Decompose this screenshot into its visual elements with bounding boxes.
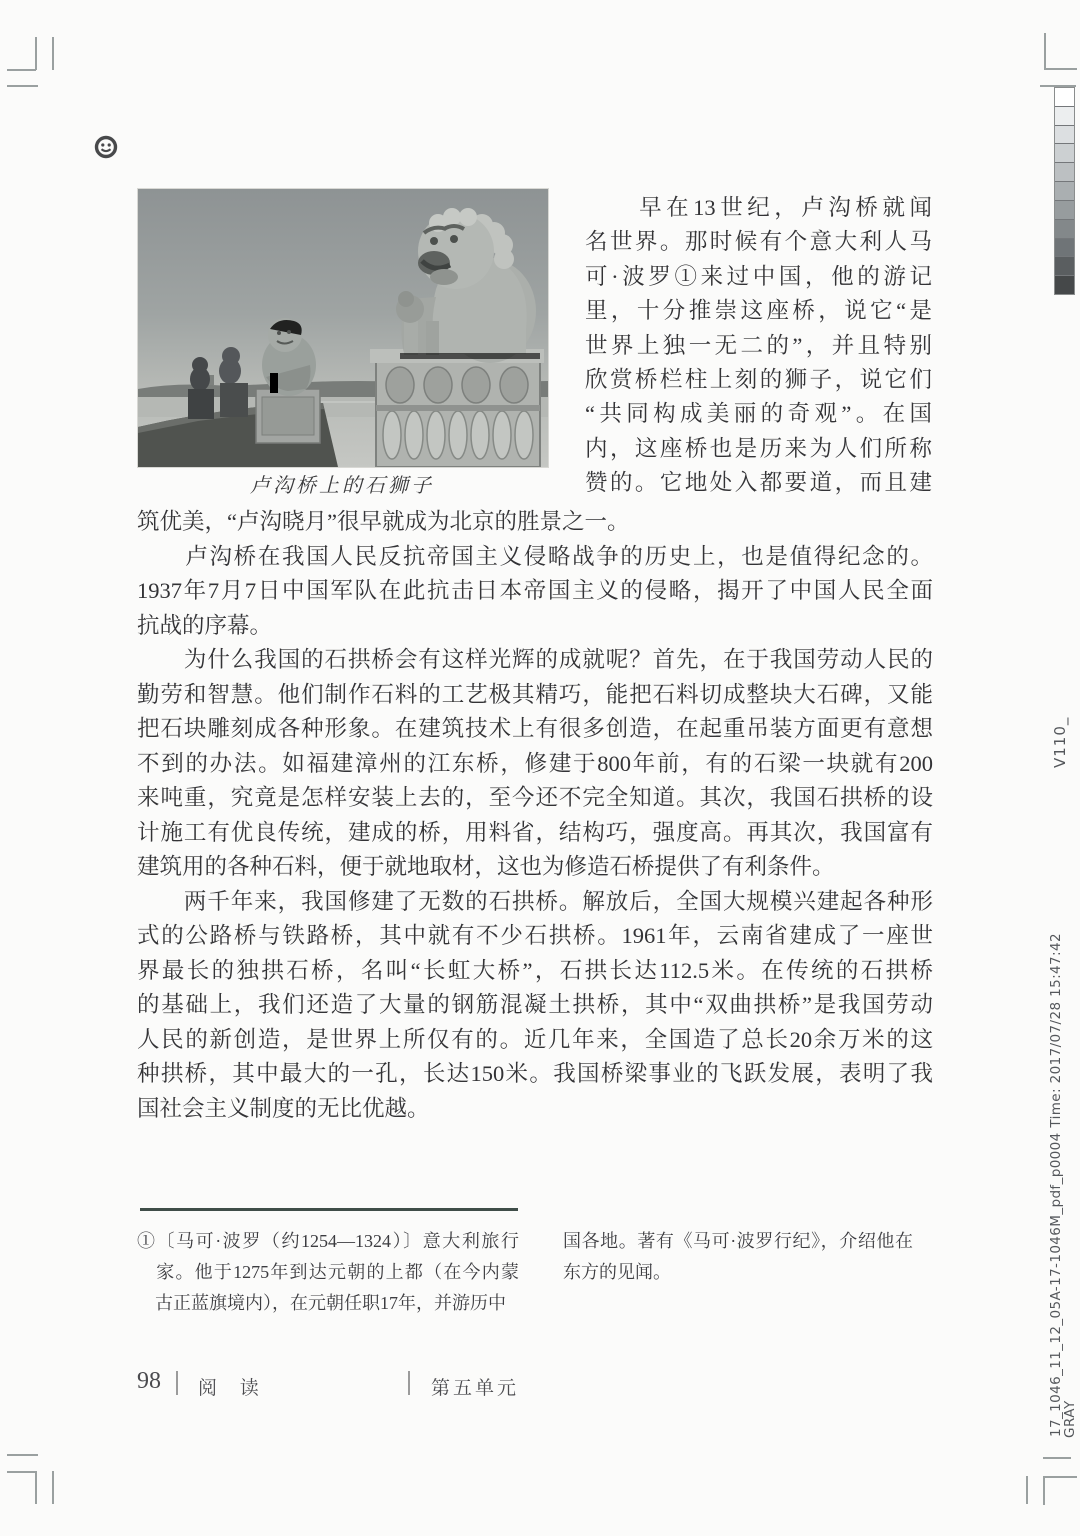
text-line: 建筑用的各种石料，便于就地取材，这也为修造石桥提供了有利条件。 xyxy=(137,854,835,879)
gray-step xyxy=(1055,107,1074,126)
crop-mark-bottom-right xyxy=(1043,1476,1077,1478)
text-line: 种拱桥，其中最大的一孔，长达150米。我国桥梁事业的飞跃发展，表明了我 xyxy=(137,1061,933,1086)
text-line: 里，十分推崇这座桥，说它“是 xyxy=(585,298,932,324)
text-line: 筑优美，“卢沟晓月”很早就成为北京的胜景之一。 xyxy=(137,509,630,534)
text-line: 的基础上，我们还造了大量的钢筋混凝土拱桥，其中“双曲拱桥”是我国劳动 xyxy=(137,992,933,1017)
crop-mark-top-left xyxy=(7,85,38,87)
paragraph-3 xyxy=(137,643,933,885)
footer-divider xyxy=(408,1371,410,1395)
text-line: 东方的见闻。 xyxy=(563,1262,671,1282)
gray-step xyxy=(1055,239,1074,258)
gray-step xyxy=(1055,220,1074,239)
text-line: ①〔马可·波罗（约1254—1324）〕意大利旅行 xyxy=(137,1231,519,1251)
text-line: 家。他于1275年到达元朝的上都（在今内蒙 xyxy=(137,1262,519,1282)
gray-step xyxy=(1055,257,1074,276)
text-line: 1937年7月7日中国军队在此抗击日本帝国主义的侵略，揭开了中国人民全面 xyxy=(137,578,933,603)
text-line: 可·波罗①来过中国，他的游记 xyxy=(585,263,932,289)
footer-unit-label: 第五单元 xyxy=(431,1378,520,1399)
gray-step xyxy=(1055,88,1074,107)
text-line: 欣赏桥栏柱上刻的狮子，说它们 xyxy=(585,367,932,393)
gray-step xyxy=(1055,182,1074,201)
footer-section-label: 阅 读 xyxy=(198,1378,268,1399)
page-number: 98 xyxy=(137,1368,161,1394)
text-line: 两千年来，我国修建了无数的石拱桥。解放后，全国大规模兴建起各种形 xyxy=(137,888,933,914)
text-line: 来吨重，究竟是怎样安装上去的，至今还不完全知道。其次，我国石拱桥的设 xyxy=(137,785,933,810)
paragraph-1-right-column xyxy=(585,191,932,501)
crop-mark-top-right xyxy=(1044,68,1077,70)
footnote-right-column xyxy=(563,1226,913,1288)
footer-divider xyxy=(176,1371,178,1395)
side-code-text: V110_ xyxy=(1051,716,1069,768)
text-line: 计施工有优良传统，建成的桥，用料省，结构巧，强度高。再其次，我国富有 xyxy=(137,819,933,845)
crop-mark-bottom-left xyxy=(7,1454,38,1456)
crop-mark-bottom-right xyxy=(1026,1476,1028,1504)
text-line: 为什么我国的石拱桥会有这样光辉的成就呢？首先，在于我国劳动人民的 xyxy=(137,647,933,672)
paragraph-1-continuation xyxy=(137,505,933,540)
crop-mark-bottom-left xyxy=(35,1471,37,1504)
crop-mark-top-left xyxy=(35,37,37,70)
footnote-left-column xyxy=(137,1226,519,1319)
gray-step xyxy=(1055,163,1074,182)
gray-step xyxy=(1055,126,1074,145)
text-line: 不到的办法。如福建漳州的江东桥，修建于800年前，有的石梁一块就有200 xyxy=(137,750,933,776)
body-text xyxy=(137,505,933,1126)
paragraph-2 xyxy=(137,540,933,644)
text-line: 界最长的独拱石桥，名叫“长虹大桥”，石拱长达112.5米。在传统的石拱桥 xyxy=(137,957,933,983)
gray-step xyxy=(1055,201,1074,220)
text-line: 国各地。著有《马可·波罗行纪》，介绍他在 xyxy=(563,1231,913,1251)
text-line: 世界上独一无二的”，并且特别 xyxy=(585,332,932,358)
text-line: 人民的新创造，是世界上所仅有的。近几年来，全国造了总长20余万米的这 xyxy=(137,1026,933,1052)
side-gray-label: GRAY xyxy=(1062,1400,1078,1438)
crop-mark-bottom-right xyxy=(1043,1457,1071,1459)
grayscale-calibration-bar xyxy=(1054,87,1075,295)
gray-step xyxy=(1055,276,1074,294)
text-line: 卢沟桥在我国人民反抗帝国主义侵略战争的历史上，也是值得纪念的。 xyxy=(137,543,933,569)
gray-step xyxy=(1055,144,1074,163)
text-line: 古正蓝旗境内），在元朝任职17年，并游历中 xyxy=(137,1293,506,1313)
text-line: 勤劳和智慧。他们制作石料的工艺极其精巧，能把石料切成整块大石碑，又能 xyxy=(137,681,933,707)
photo-caption: 卢沟桥上的石狮子 xyxy=(250,475,434,497)
crop-mark-top-left xyxy=(52,37,54,70)
text-line: 式的公路桥与铁路桥，其中就有不少石拱桥。1961年，云南省建成了一座世 xyxy=(137,923,933,948)
text-line: 赞的。它地处入都要道，而且建 xyxy=(585,470,932,496)
crop-mark-bottom-left xyxy=(52,1471,54,1504)
crop-mark-bottom-right xyxy=(1043,1476,1045,1505)
side-file-string: 17_1046_11_12_05A-17-1046M_pdf_p0004 Time: 2017/07/28 15:47:42 xyxy=(1048,933,1064,1437)
smiley-icon xyxy=(94,135,118,159)
crop-mark-bottom-left xyxy=(7,1471,36,1473)
crop-mark-top-right xyxy=(1044,33,1046,70)
text-line: 抗战的序幕。 xyxy=(137,612,273,638)
footnote-rule xyxy=(140,1208,518,1211)
crop-mark-top-left xyxy=(7,69,36,71)
text-line: 把石块雕刻成各种形象。在建筑技术上有很多创造，在起重吊装方面更有意想 xyxy=(137,716,933,741)
text-line: 早在13世纪，卢沟桥就闻 xyxy=(585,195,932,220)
text-line: 国社会主义制度的无比优越。 xyxy=(137,1095,430,1121)
text-line: 内，这座桥也是历来为人们所称 xyxy=(585,435,932,461)
text-line: 名世界。那时候有个意大利人马 xyxy=(585,229,932,255)
paragraph-4 xyxy=(137,885,933,1127)
photo-stone-lions xyxy=(137,188,549,468)
text-line: “共同构成美丽的奇观”。在国 xyxy=(585,401,932,427)
